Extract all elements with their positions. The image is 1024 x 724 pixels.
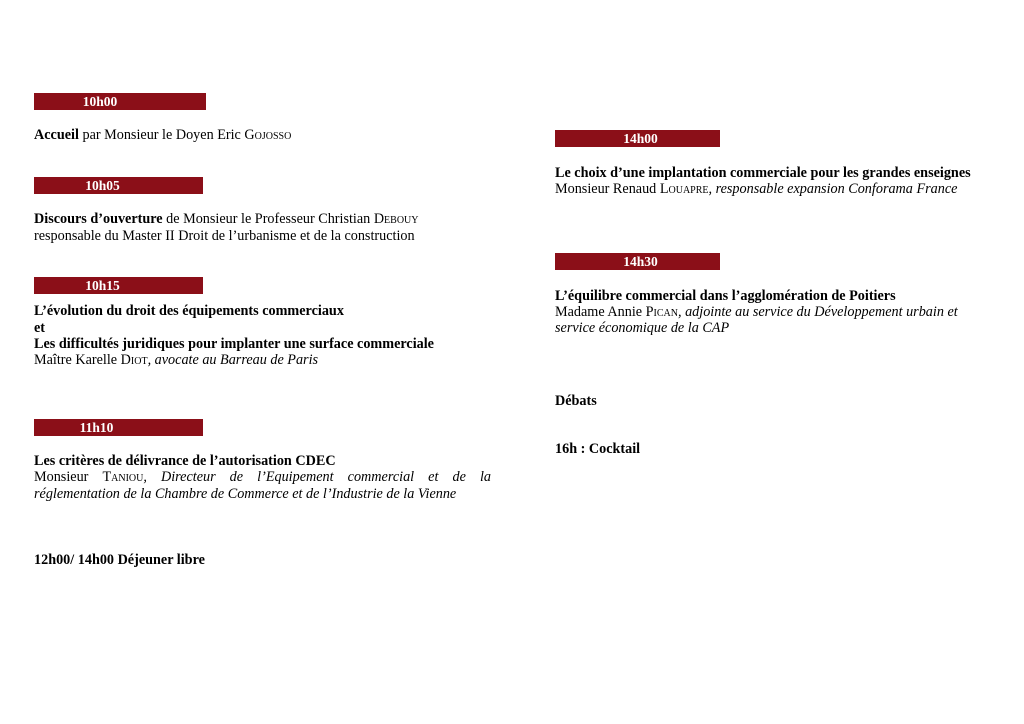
speaker-line: Monsieur Taniou, Directeur de l’Equipement commercial et de la réglementation de la Chambre de Commerce et de l’Industrie de la Vienne [34, 469, 491, 502]
speaker-line: Madame Annie Pican, adjointe au service du Développement urbain et [555, 304, 958, 320]
session-opening [34, 211, 419, 228]
time-label: 10h00 [82, 94, 118, 109]
cocktail: 16h : Cocktail [555, 441, 641, 457]
speaker-name: Debouy [373, 211, 419, 227]
time-label: 11h10 [79, 420, 114, 435]
speaker-role: , avocate au Barreau de Paris [147, 352, 319, 368]
time-label: 14h00 [623, 131, 658, 146]
session-title: Les critères de délivrance de l’autorisation CDEC [34, 453, 336, 469]
time-bar-14h30 [555, 253, 720, 270]
speaker-name: Taniou [102, 469, 144, 485]
session-title: Le choix d’une implantation commerciale pour les grandes enseignes [555, 165, 971, 181]
session-welcome [34, 127, 291, 144]
speaker-name: Louapre [659, 181, 709, 197]
time-bar-11h10 [34, 419, 203, 436]
time-label: 10h15 [85, 278, 120, 293]
time-bar-10h05 [34, 177, 203, 194]
speaker-line: Monsieur Renaud Louapre, responsable expansion Conforama France [555, 181, 958, 197]
speaker-name: Gojosso [244, 127, 292, 143]
session-text: de Monsieur le Professeur Christian [162, 211, 374, 227]
session-title: Accueil [34, 127, 79, 143]
speaker-line: Maître Karelle Diot, avocate au Barreau de Paris [34, 352, 319, 368]
speaker-role: , Directeur de l’Equipement commercial et de la réglementation de la Chambre de Commerce et de l’Industrie de la Vienne [34, 469, 491, 502]
session-title: L’évolution du droit des équipements commerciaux [34, 303, 344, 319]
speaker-name: Pican [645, 304, 678, 320]
speaker-role: responsable du Master II Droit de l’urbanisme et de la construction [34, 228, 415, 244]
session-title: Les difficultés juridiques pour implanter une surface commerciale [34, 336, 434, 352]
session-text: par Monsieur le Doyen Eric [78, 127, 245, 143]
time-bar-10h00 [34, 93, 206, 110]
session-conjunction: et [34, 320, 46, 336]
speaker-name: Diot [120, 352, 148, 368]
debates: Débats [555, 393, 597, 409]
time-label: 10h05 [85, 178, 120, 193]
speaker-role-continued: service économique de la CAP [555, 320, 730, 336]
lunch-break: 12h00/ 14h00 Déjeuner libre [34, 552, 205, 568]
speaker-role: , adjointe au service du Développement urbain et [677, 304, 958, 320]
session-title: L’équilibre commercial dans l’agglomération de Poitiers [555, 288, 896, 304]
speaker-role: , responsable expansion Conforama France [708, 181, 958, 197]
time-bar-10h15 [34, 277, 203, 294]
session-title: Discours d’ouverture [34, 211, 163, 227]
time-bar-14h00 [555, 130, 720, 147]
time-label: 14h30 [623, 254, 658, 269]
